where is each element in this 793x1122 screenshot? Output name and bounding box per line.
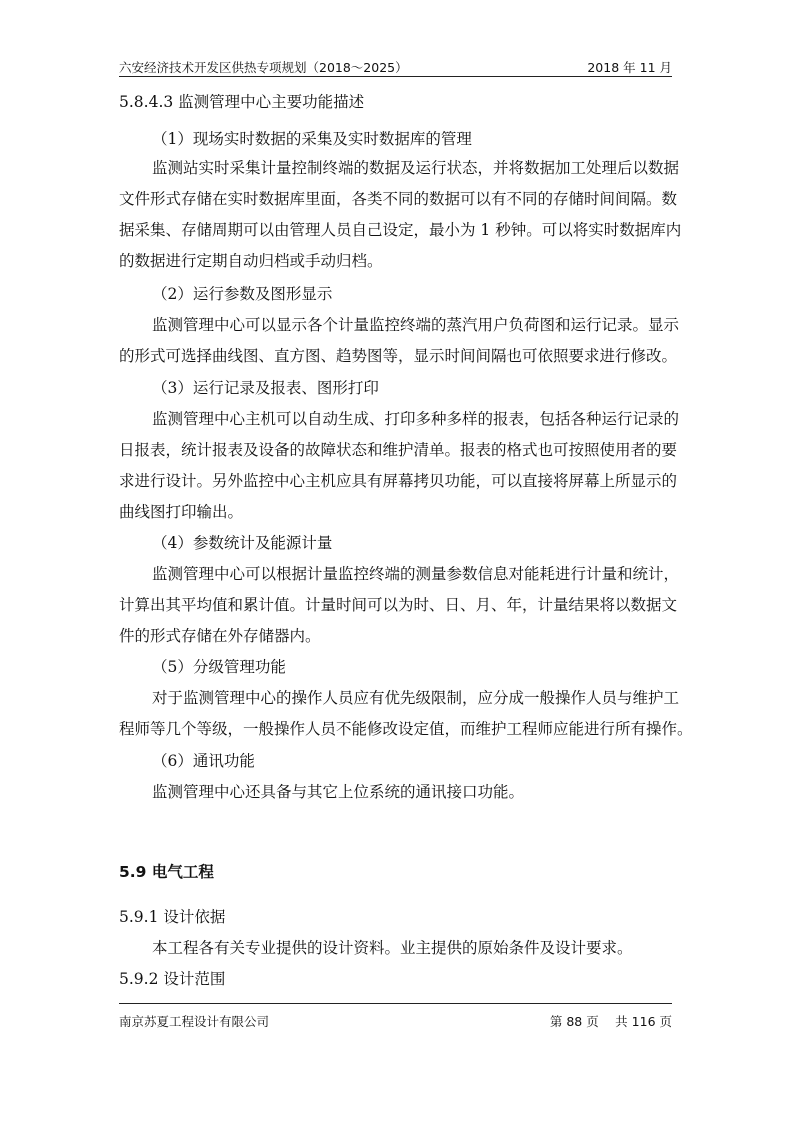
item-5-line: 程师等几个等级，一般操作人员不能修改设定值，而维护工程师应能进行所有操作。 <box>119 720 693 738</box>
item-2-title: （2）运行参数及图形显示 <box>152 285 333 303</box>
item-1-line: 文件形式存储在实时数据库里面，各类不同的数据可以有不同的存储时间间隔。数 <box>119 190 678 208</box>
item-6-line: 监测管理中心还具备与其它上位系统的通讯接口功能。 <box>152 783 525 801</box>
item-4-line: 件的形式存储在外存储器内。 <box>119 627 321 645</box>
item-3-line: 日报表，统计报表及设备的故障状态和维护清单。报表的格式也可按照使用者的要 <box>119 441 678 459</box>
item-2-line: 监测管理中心可以显示各个计量监控终端的蒸汽用户负荷图和运行记录。显示 <box>152 316 680 334</box>
item-3-line: 曲线图打印输出。 <box>119 503 244 521</box>
header-title: 六安经济技术开发区供热专项规划（2018～2025） <box>119 60 408 75</box>
item-4-line: 计算出其平均值和累计值。计量时间可以为时、日、月、年，计量结果将以数据文 <box>119 596 678 614</box>
section-heading-5-9-2: 5.9.2 设计范围 <box>119 970 226 988</box>
footer-page-number: 第 88 页 共 116 页 <box>549 1014 672 1029</box>
item-3-title: （3）运行记录及报表、图形打印 <box>152 379 379 397</box>
item-1-line: 据采集、存储周期可以由管理人员自己设定，最小为 1 秒钟。可以将实时数据库内 <box>119 221 682 239</box>
item-1-line: 监测站实时采集计量控制终端的数据及运行状态，并将数据加工处理后以数据 <box>152 159 680 177</box>
page-header <box>119 54 672 77</box>
item-3-line: 求进行设计。另外监控中心主机应具有屏幕拷贝功能，可以直接将屏幕上所显示的 <box>119 472 678 490</box>
item-4-title: （4）参数统计及能源计量 <box>152 534 333 552</box>
item-4-line: 监测管理中心可以根据计量监控终端的测量参数信息对能耗进行计量和统计， <box>152 565 680 583</box>
item-2-line: 的形式可选择曲线图、直方图、趋势图等，显示时间间隔也可依照要求进行修改。 <box>119 347 678 365</box>
footer-company: 南京苏夏工程设计有限公司 <box>119 1014 270 1029</box>
item-3-line: 监测管理中心主机可以自动生成、打印多种多样的报表，包括各种运行记录的 <box>152 410 680 428</box>
item-1-title: （1）现场实时数据的采集及实时数据库的管理 <box>152 130 472 148</box>
header-date: 2018 年 11 月 <box>587 60 672 75</box>
section-5-9-1-line: 本工程各有关专业提供的设计资料。业主提供的原始条件及设计要求。 <box>152 939 633 957</box>
item-6-title: （6）通讯功能 <box>152 752 255 770</box>
item-5-title: （5）分级管理功能 <box>152 658 286 676</box>
section-heading-5-8-4-3: 5.8.4.3 监测管理中心主要功能描述 <box>119 93 365 111</box>
section-heading-5-9: 5.9 电气工程 <box>119 863 214 881</box>
item-5-line: 对于监测管理中心的操作人员应有优先级限制，应分成一般操作人员与维护工 <box>152 689 680 707</box>
section-heading-5-9-1: 5.9.1 设计依据 <box>119 908 226 926</box>
item-1-line: 的数据进行定期自动归档或手动归档。 <box>119 252 383 270</box>
page-footer <box>119 1003 672 1032</box>
